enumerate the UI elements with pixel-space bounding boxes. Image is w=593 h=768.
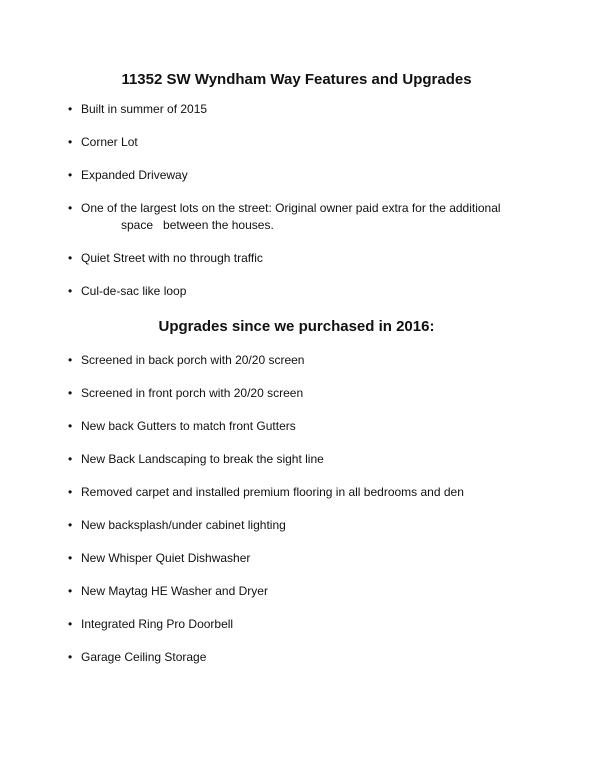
- feature-text: One of the largest lots on the street: Original owner paid extra for the additional: [81, 201, 501, 215]
- bullet-icon: •: [68, 617, 73, 631]
- bullet-icon: •: [68, 135, 73, 149]
- document-title: 11352 SW Wyndham Way Features and Upgrades: [121, 71, 472, 88]
- upgrades-list: [68, 352, 528, 682]
- list-item: [68, 616, 528, 633]
- list-item: [68, 101, 528, 118]
- upgrade-text: New Maytag HE Washer and Dryer: [81, 584, 268, 598]
- upgrade-text: Screened in front porch with 20/20 screen: [81, 386, 304, 400]
- list-item: [68, 583, 528, 600]
- list-item: [68, 200, 528, 234]
- upgrades-title: Upgrades since we purchased in 2016:: [158, 318, 435, 335]
- bullet-icon: •: [68, 102, 73, 116]
- list-item: [68, 418, 528, 435]
- upgrade-text: Garage Ceiling Storage: [81, 650, 207, 664]
- list-item: [68, 550, 528, 567]
- bullet-icon: •: [68, 584, 73, 598]
- upgrade-text: New backsplash/under cabinet lighting: [81, 518, 286, 532]
- bullet-icon: •: [68, 353, 73, 367]
- features-list: [68, 101, 528, 316]
- bullet-icon: •: [68, 386, 73, 400]
- list-item: [68, 167, 528, 184]
- upgrade-text: Removed carpet and installed premium flooring in all bedrooms and den: [81, 485, 464, 499]
- feature-text: Quiet Street with no through traffic: [81, 251, 263, 265]
- bullet-icon: •: [68, 518, 73, 532]
- upgrade-text: New back Gutters to match front Gutters: [81, 419, 296, 433]
- list-item: [68, 385, 528, 402]
- bullet-icon: •: [68, 551, 73, 565]
- feature-text: Built in summer of 2015: [81, 102, 208, 116]
- bullet-icon: •: [68, 419, 73, 433]
- list-item: [68, 451, 528, 468]
- upgrade-text: New Whisper Quiet Dishwasher: [81, 551, 251, 565]
- feature-text: Expanded Driveway: [81, 168, 188, 182]
- upgrade-text: Screened in back porch with 20/20 screen: [81, 353, 305, 367]
- feature-text: Cul-de-sac like loop: [81, 284, 187, 298]
- list-item: [68, 649, 528, 666]
- list-item: [68, 250, 528, 267]
- list-item: [68, 134, 528, 151]
- bullet-icon: •: [68, 284, 73, 298]
- list-item: [68, 283, 528, 300]
- list-item: [68, 517, 528, 534]
- bullet-icon: •: [68, 650, 73, 664]
- feature-text: Corner Lot: [81, 135, 138, 149]
- bullet-icon: •: [68, 201, 73, 215]
- bullet-icon: •: [68, 251, 73, 265]
- bullet-icon: •: [68, 485, 73, 499]
- bullet-icon: •: [68, 452, 73, 466]
- bullet-icon: •: [68, 168, 73, 182]
- feature-text-continuation: space between the houses.: [121, 218, 274, 232]
- list-item: [68, 484, 528, 501]
- upgrade-text: New Back Landscaping to break the sight line: [81, 452, 324, 466]
- upgrade-text: Integrated Ring Pro Doorbell: [81, 617, 234, 631]
- list-item: [68, 352, 528, 369]
